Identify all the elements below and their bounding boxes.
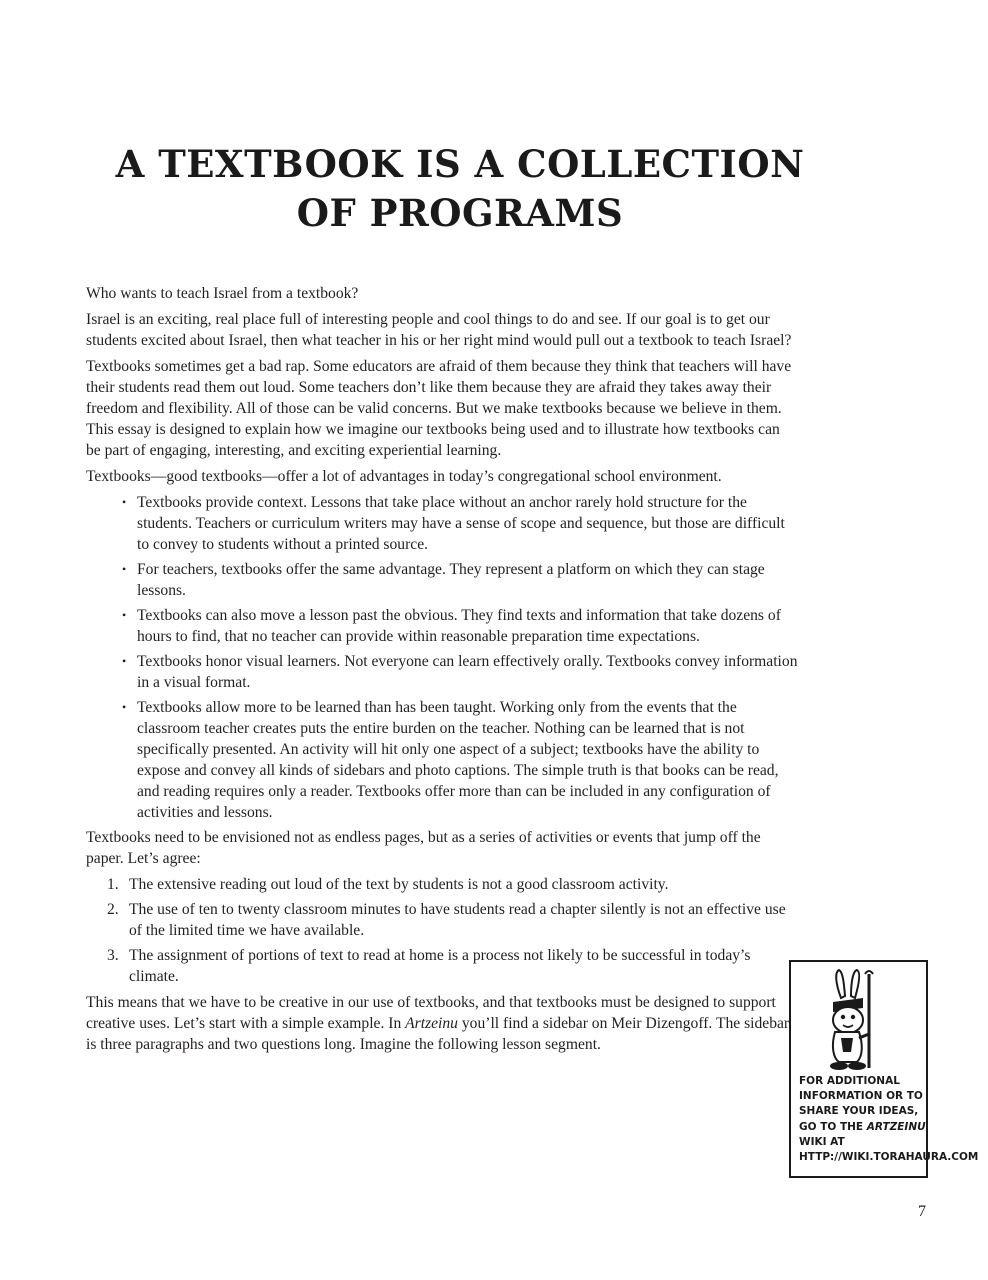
wiki-sidebar <box>789 960 979 1178</box>
sidebar-book-title: ARTZEINU <box>866 1120 926 1133</box>
bullet-icon: • <box>122 562 127 576</box>
list-item-text: Textbooks provide context. Lessons that take place without an anchor rarely hold structure for the students. Teachers or curriculum writers may have a sense of scope and sequence, but those are difficult to convey to students without a printed source. <box>137 494 785 553</box>
paragraph-3: Textbooks sometimes get a bad rap. Some educators are afraid of them because they think that teachers will have their students read them out loud. Some teachers don’t like them because they are afraid they takes away their freedom and flexibility. All of those can be valid concerns. But we make textbooks because we believe in them. This essay is designed to explain how we imagine our textbooks being used and to illustrate how textbooks can be part of engaging, interesting, and exciting experiential learning. <box>86 358 792 459</box>
list-item <box>122 605 798 647</box>
bullet-icon: • <box>122 654 127 668</box>
rabbit-mascot-icon <box>819 968 883 1072</box>
list-item <box>122 492 798 555</box>
title-line-2: OF PROGRAMS <box>296 191 624 235</box>
advantages-list <box>86 492 798 823</box>
title-line-1: A TEXTBOOK IS A COLLECTION <box>115 142 805 186</box>
agreements-list <box>86 874 798 987</box>
list-item <box>122 559 798 601</box>
numbered-item-text: The extensive reading out loud of the text by students is not a good classroom activity. <box>129 876 669 893</box>
paragraph-6-text-end: you’ll find a sidebar on Meir Dizengoff. The sidebar is three paragraphs and two questions long. Imagine the following lesson segment. <box>86 1015 790 1053</box>
page-title <box>80 140 840 238</box>
list-item-text: Textbooks allow more to be learned than has been taught. Working only from the events that the classroom teacher creates puts the entire burden on the teacher. Nothing can be learned that is not specifically presented. An activity will hit only one aspect of a subject; textbooks have the ability to expose and convey all kinds of sidebars and photo captions. The simple truth is that books can be read, and reading requires only a reader. Textbooks offer more than can be included in any configuration of activities and lessons. <box>137 699 779 821</box>
item-number: 3. <box>107 947 119 964</box>
list-item-text: For teachers, textbooks offer the same advantage. They represent a platform on which they can stage lessons. <box>137 561 765 599</box>
numbered-item <box>107 874 798 895</box>
book-title: Artzeinu <box>405 1015 458 1032</box>
bullet-icon: • <box>122 495 127 509</box>
sidebar-text-start: FOR ADDITIONAL INFORMATION OR TO SHARE YOUR IDEAS, GO TO THE <box>799 1075 923 1133</box>
list-item <box>122 697 798 823</box>
paragraph-2: Israel is an exciting, real place full of interesting people and cool things to do and see. If our goal is to get our students excited about Israel, then what teacher in his or her right mind would pull out a textbook to teach Israel? <box>86 311 792 349</box>
paragraph-6-text: This means that we have to be creative in our use of textbooks, and that textbooks must be designed to support creative uses. Let’s start with a simple example. In <box>86 994 776 1032</box>
paragraph-1: Who wants to teach Israel from a textbook? <box>86 285 359 302</box>
page-number: 7 <box>918 1203 926 1220</box>
numbered-item-text: The use of ten to twenty classroom minutes to have students read a chapter silently is not an effective use of the limited time we have available. <box>129 901 786 939</box>
numbered-item <box>107 899 798 941</box>
list-item-text: Textbooks can also move a lesson past the obvious. They find texts and information that take dozens of hours to find, that no teacher can provide within reasonable preparation time expectations. <box>137 607 781 645</box>
bullet-icon: • <box>122 700 127 714</box>
item-number: 2. <box>107 901 119 918</box>
paragraph-5: Textbooks need to be envisioned not as endless pages, but as a series of activities or events that jump off the paper. Let’s agree: <box>86 829 761 867</box>
numbered-item <box>107 945 798 987</box>
paragraph-6 <box>86 992 798 1055</box>
bullet-icon: • <box>122 608 127 622</box>
item-number: 1. <box>107 876 119 893</box>
paragraph-4: Textbooks—good textbooks—offer a lot of advantages in today’s congregational school environment. <box>86 468 722 485</box>
list-item-text: Textbooks honor visual learners. Not everyone can learn effectively orally. Textbooks convey information in a visual format. <box>137 653 798 691</box>
sidebar-wiki-link[interactable]: WIKI AT HTTP://WIKI.TORAHAURA.COM <box>799 1135 979 1164</box>
list-item <box>122 651 798 693</box>
article-body <box>86 283 798 1060</box>
sidebar-text <box>799 1074 979 1165</box>
numbered-item-text: The assignment of portions of text to read at home is a process not likely to be successful in today’s climate. <box>129 947 751 985</box>
